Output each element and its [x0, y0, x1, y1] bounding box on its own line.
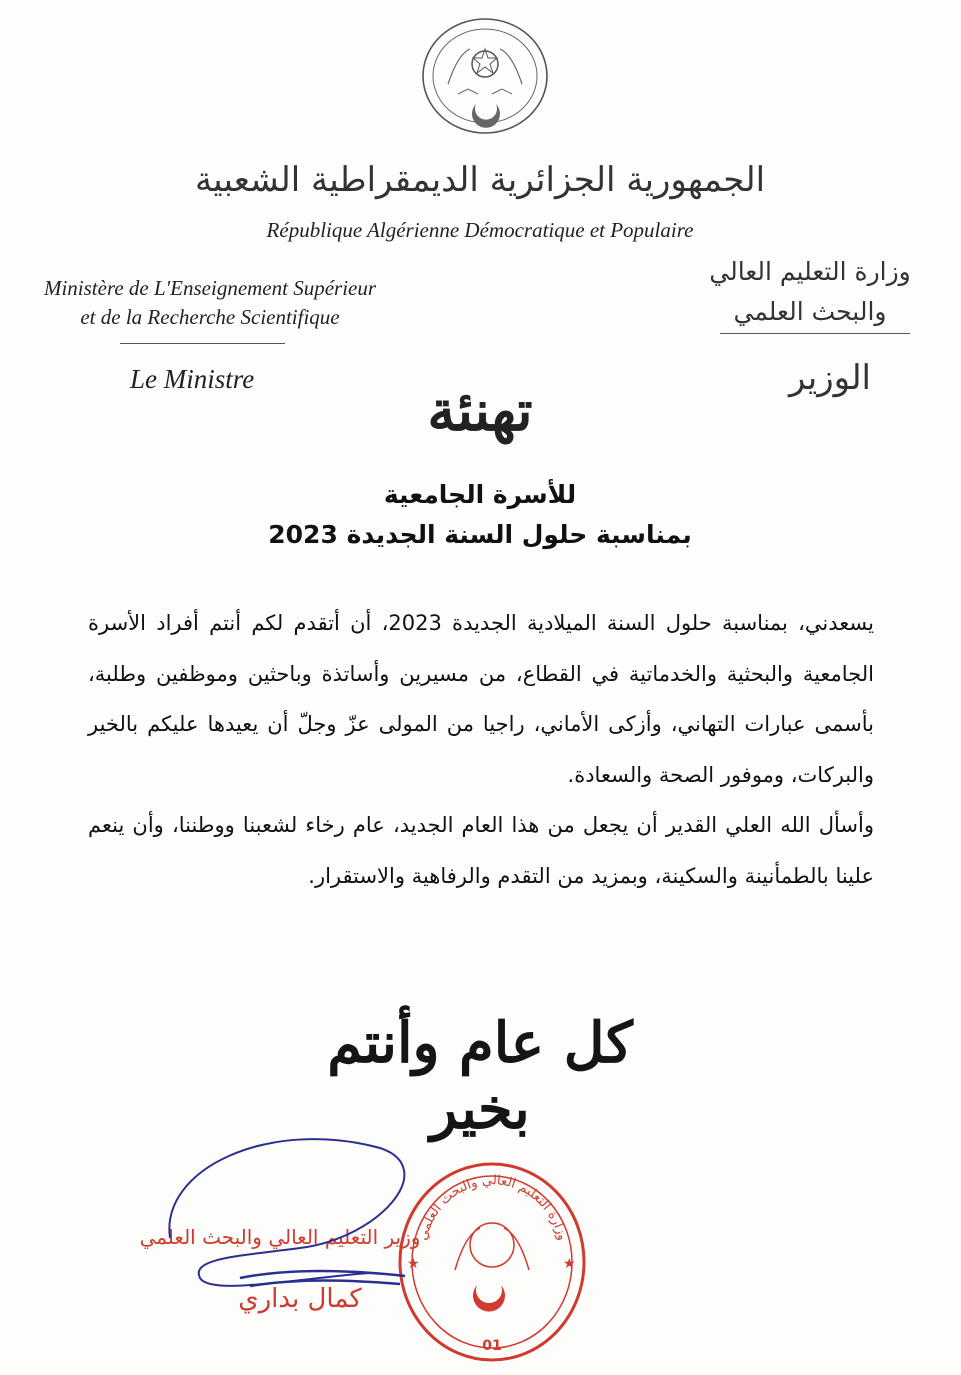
svg-text:★: ★ [407, 1256, 420, 1272]
svg-text:★: ★ [563, 1256, 576, 1272]
divider-left [120, 343, 285, 344]
ministry-fr-line1: Ministère de L'Enseignement Supérieur [43, 276, 377, 300]
signatory-name: كمال بداري [238, 1284, 362, 1314]
ministry-name-arabic [690, 252, 930, 332]
republic-name-arabic: الجمهورية الجزائرية الديمقراطية الشعبية [194, 160, 766, 200]
minister-label-arabic: الوزير [788, 358, 871, 398]
republic-name-french: République Algérienne Démocratique et Populaire [266, 218, 694, 242]
signatory-title: وزير التعليم العالي والبحث العلمي [139, 1225, 421, 1249]
national-emblem-seal [418, 14, 552, 138]
letter-title-line2: بمناسبة حلول السنة الجديدة 2023 [268, 520, 692, 549]
letter-body [88, 598, 874, 901]
ministry-ar-line2: والبحث العلمي [733, 297, 887, 326]
letter-title-line1: للأسرة الجامعية [383, 480, 577, 509]
body-paragraph-2: وأسأل الله العلي القدير أن يجعل من هذا العام الجديد، عام رخاء لشعبنا ووطننا، وأن ينعم علينا بالطمأنينة والسكينة، وبمزيد من التقدم والرفاهية والاستقرار. [88, 813, 874, 888]
minister-label-french: Le Ministre [130, 364, 255, 394]
ministry-ar-line1: وزارة التعليم العالي [709, 257, 911, 286]
divider-right [720, 333, 910, 334]
handwritten-signature [130, 1128, 430, 1318]
letter-heading: تهنئة [427, 378, 533, 444]
ministry-name-french [20, 274, 400, 332]
stamp-text: وزارة التعليم العالي والبحث العلمي [415, 1173, 570, 1243]
closing-greeting: كل عام وأنتم بخير [327, 1010, 633, 1142]
ministry-fr-line2: et de la Recherche Scientifique [80, 305, 340, 329]
stamp-number: 01 [482, 1338, 502, 1354]
body-paragraph-1: يسعدني، بمناسبة حلول السنة الميلادية الجديدة 2023، أن أتقدم لكم أنتم أفراد الأسرة الجامعية والبحثية والخدماتية في القطاع، من مسيرين وأساتذة وباحثين وموظفين وطلبة، بأسمى عبارات التهاني، وأزكى الأماني، راجيا من المولى عزّ وجلّ أن يعيدها عليكم بالخير والبركات، وموفور الصحة والسعادة. [88, 611, 874, 787]
